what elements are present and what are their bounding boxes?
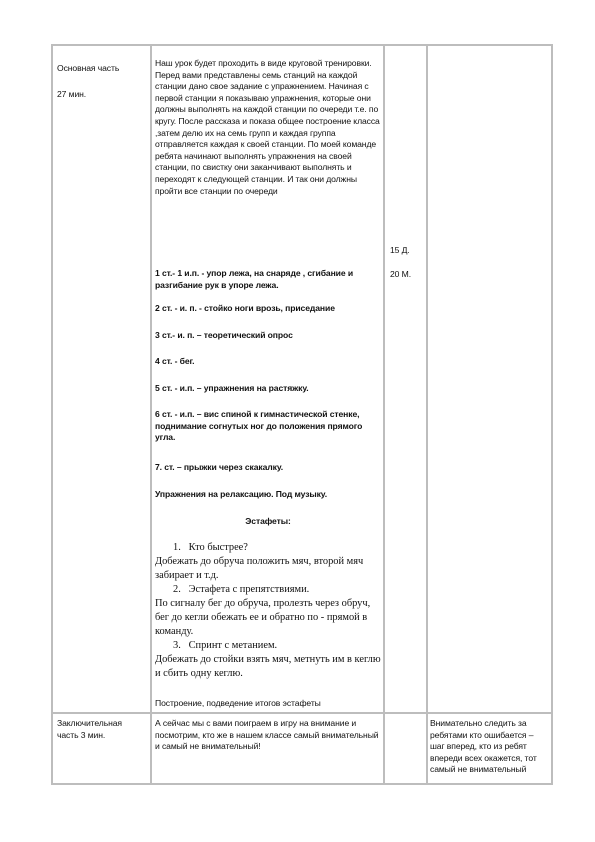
station-5: 5 ст. - и.п. – упражнения на растяжку. <box>155 383 309 393</box>
column-divider-3 <box>426 44 428 785</box>
relay-title: Спринт с метанием. <box>188 640 278 651</box>
section-cell-final: Заключительная часть 3 мин. <box>57 718 122 740</box>
table-left-border <box>51 44 53 785</box>
relay-number: 3. <box>173 640 181 651</box>
relay-title: Кто быстрее? <box>188 542 248 553</box>
dosage-value: 20 М. <box>390 268 411 279</box>
row-divider <box>51 712 553 714</box>
table-top-border <box>51 44 553 46</box>
content-cell-final: А сейчас мы с вами поиграем в игру на внимание и посмотрим, кто же в нашем классе самый внимательный и самый не внимательный! <box>155 718 379 752</box>
table-right-border <box>551 44 553 785</box>
relay-item <box>155 583 381 639</box>
column-divider-1 <box>150 44 152 785</box>
station-3: 3 ст.- и. п. – теоретический опрос <box>155 330 293 340</box>
table-bottom-border <box>51 783 553 785</box>
relay-description: Добежать до обруча положить мяч, второй мяч забирает и т.д. <box>155 556 364 581</box>
relay-item <box>155 639 381 681</box>
relay-list <box>155 541 381 681</box>
column-divider-2 <box>383 44 385 785</box>
station-6: 6 ст. - и.п. – вис спиной к гимнастической стенке, поднимание согнутых ног до положения прямого угла. <box>155 409 363 443</box>
station-2: 2 ст. - и. п. - стойко ноги врозь, приседание <box>155 303 335 313</box>
station-7: 7. ст. – прыжки через скакалку. <box>155 462 284 472</box>
station-4: 4 ст. - бег. <box>155 356 195 366</box>
relay-description: Добежать до стойки взять мяч, метнуть им в кеглю и сбить одну кеглю. <box>155 654 381 679</box>
relay-number: 2. <box>173 584 181 595</box>
relay-number: 1. <box>173 542 181 553</box>
section-cell-main <box>57 63 147 100</box>
section-duration: 27 мин. <box>57 88 87 99</box>
section-title: Основная часть <box>57 63 120 73</box>
intro-paragraph: Наш урок будет проходить в виде круговой тренировки. Перед вами представлены семь станций на каждой станции дано свое задание с упражнением. Начиная с первой станции я показываю упражнения, которые они должны выполнять на каждой станции по очереди т.е. по кругу. После рассказа и показа общее построение класса ,затем делю их на семь групп и каждая группа отправляется каждая к своей станции. По моей команде ребята начинают выполнять упражнения на своей станции, по свистку они заканчивают выполнять и переходят к следующей станции. И так они должны пройти все станции по очереди <box>155 58 380 196</box>
dosage-cell-main <box>390 245 424 280</box>
dosage-value: 15 Д. <box>390 245 410 255</box>
relay-item <box>155 541 381 583</box>
relaxation-note: Упражнения на релаксацию. Под музыку. <box>155 489 328 499</box>
station-1: 1 ст.- 1 и.п. - упор лежа, на снаряде , сгибание и разгибание рук в упоре лежа. <box>155 268 354 290</box>
relay-heading: Эстафеты: <box>245 516 291 526</box>
notes-cell-final: Внимательно следить за ребятами кто ошибается – шаг вперед, кто из ребят впереди всех окажется, тот самый не внимательный <box>430 718 537 775</box>
relay-summary: Построение, подведение итогов эстафеты <box>155 698 321 708</box>
relay-description: По сигналу бег до обруча, пролезть через обруч, бег до кегли обежать ее и обратно по - прямой в команду. <box>155 598 371 637</box>
relay-title: Эстафета с препятствиями. <box>188 584 310 595</box>
